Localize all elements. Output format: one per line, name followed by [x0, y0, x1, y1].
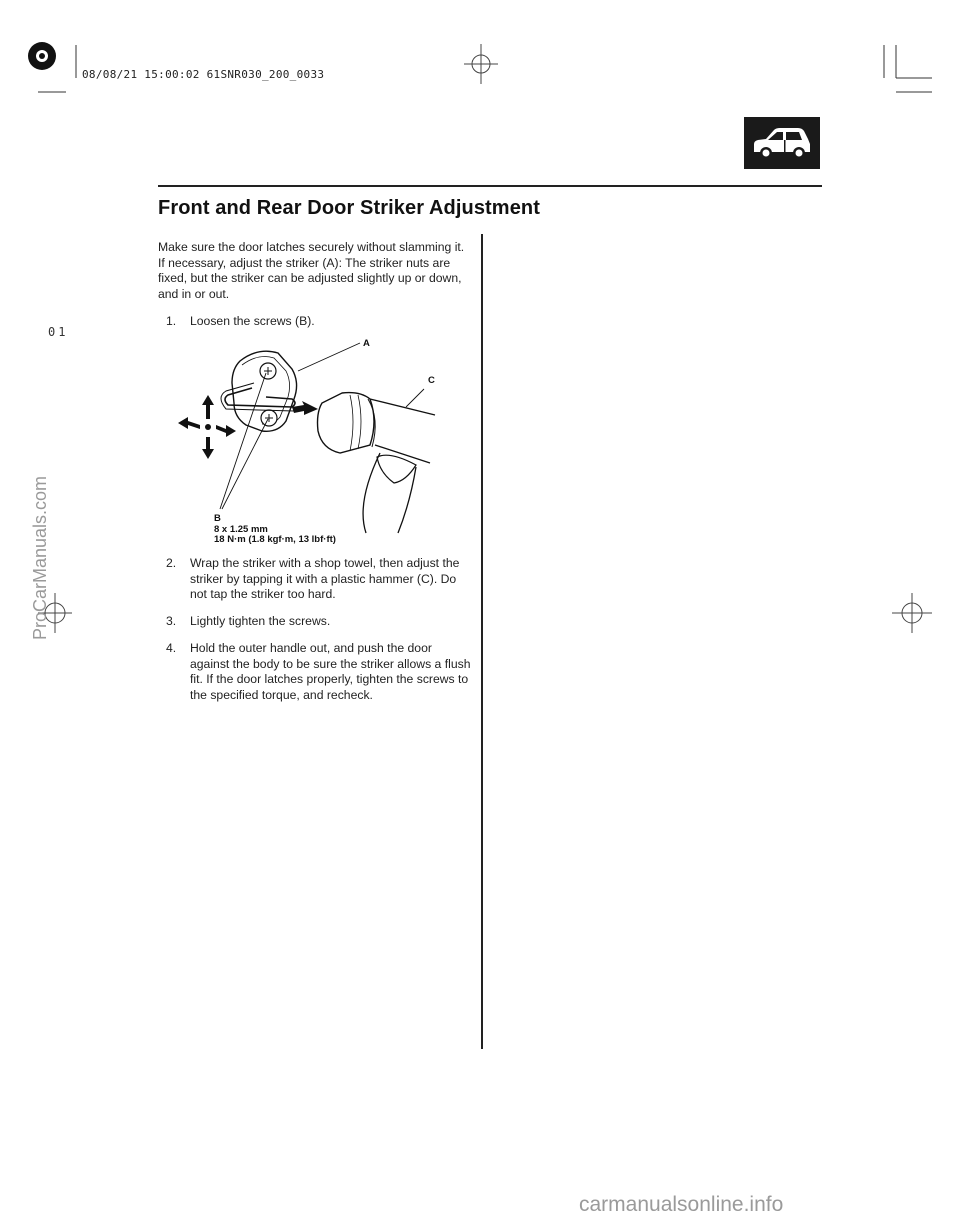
step-1	[166, 314, 476, 330]
watermark-bottom: carmanualsonline.info	[579, 1193, 784, 1216]
step-text: Loosen the screws (B).	[190, 314, 315, 328]
screw-size-spec: 8 x 1.25 mm	[214, 524, 268, 535]
step-4	[166, 641, 476, 705]
label-striker-a: A	[363, 338, 370, 349]
step-3	[166, 614, 476, 630]
step-2	[166, 556, 476, 604]
step-text: Wrap the striker with a shop towel, then adjust the striker by tapping it with a plastic hammer (C). Do not tap the striker too hard.	[190, 556, 460, 601]
intro-paragraph: Make sure the door latches securely without slamming it. If necessary, adjust the striker (A): The striker nuts are fixed, but the striker can be adjusted slightly up or down, and in or out.	[158, 240, 465, 301]
registration-target-icon	[28, 42, 56, 70]
step-number: 2.	[166, 556, 177, 570]
header-rule	[158, 185, 822, 187]
step-text: Lightly tighten the screws.	[190, 614, 331, 628]
label-hammer-c: C	[428, 375, 435, 386]
column-divider	[481, 234, 483, 1049]
print-stamp: 08/08/21 15:00:02 61SNR030_200_0033	[82, 68, 325, 81]
step-text: Hold the outer handle out, and push the door against the body to be sure the striker allows a flush fit. If the door latches properly, tighten the screws to the specified torque, and recheck.	[190, 641, 471, 702]
side-mark: 01	[48, 325, 69, 339]
watermark-side: ProCarManuals.com	[30, 475, 50, 640]
crosshair-right-icon	[892, 593, 932, 633]
step-number: 4.	[166, 641, 177, 655]
label-screws-b: B	[214, 513, 221, 524]
step-number: 3.	[166, 614, 177, 628]
step-number: 1.	[166, 314, 177, 328]
crosshair-top-icon	[464, 44, 498, 84]
car-side-icon	[744, 117, 820, 169]
page-title: Front and Rear Door Striker Adjustment	[158, 197, 540, 219]
striker-illustration	[170, 333, 445, 548]
torque-spec: 18 N·m (1.8 kgf·m, 13 lbf·ft)	[214, 534, 336, 545]
